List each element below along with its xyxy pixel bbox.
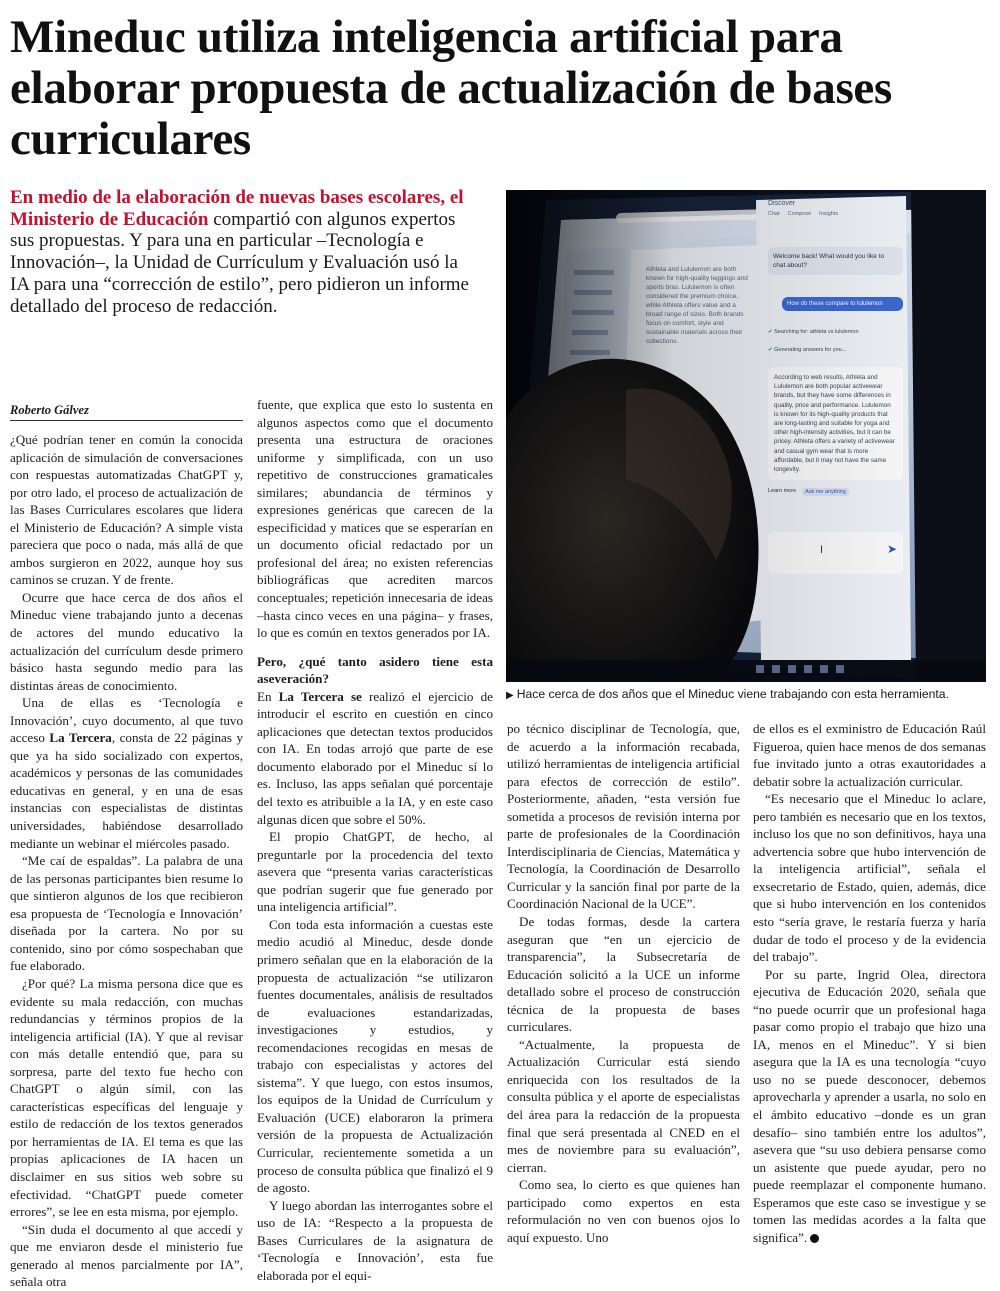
paragraph: de ellos es el exministro de Educación Raúl Figueroa, quien hace menos de dos semanas fue invitado junto a otras exautoridades a debatir sobre la actualización curricular. [753, 721, 986, 789]
paragraph: El propio ChatGPT, de hecho, al preguntarle por la procedencia del texto asevera que “presenta varias características que podrían sugerir que fue generado por una inteligencia artificial”. [257, 829, 493, 915]
paragraph: Con toda esta información a cuestas este medio acudió al Mineduc, desde donde primero señalan que en la elaboración de la propuesta de actualización “se utilizaron fuentes documentales, análisis de resultados de evaluaciones estandarizadas, investigaciones y estudios, y recomendaciones recogidas en mesas de trabajo con especialistas y actores del sistema”. Y que luego, con estos insumos, los equipos de la Unidad de Currículum y Evaluación (UCE) elaboraron la primera versión de la propuesta de Actualización Curricular, recientemente sometida a un proceso de consulta pública que finalizó el 9 de agosto. [257, 916, 493, 1196]
paragraph: Y luego abordan las interrogantes sobre el uso de IA: “Respecto a la propuesta de Bases Curriculares de la asignatura de ‘Tecnología e Innovación’, esta fue elaborada por el equi- [257, 1197, 493, 1283]
paragraph: ¿Por qué? La misma persona dice que es evidente su mala redacción, con muchas redundancias y términos propios de la inteligencia artificial (IA). Y que al revisar con más detalle entendió que, para su sorpresa, parte del texto fue hecho con ChatGPT o algún símil, con las características específicas del lenguaje y estilo de redacción de los textos generados por herramientas de IA. El tema es que las propias aplicaciones de IA hacen un disclaimer en sus sitios web sobre su efectividad. “ChatGPT puede cometer errores”, se lee en esta misma, por ejemplo. [10, 975, 243, 1220]
paragraph-text: Por su parte, Ingrid Olea, directora ejecutiva de Educación 2020, señala que “no puede ocurrir que un profesional haga pasar como propio el trabajo que hizo una IA, menos en el Mineduc”. Y si bien asegura que la IA es una tecnología “cuyo uso no se puede desconocer, debemos aprovecharla y aprender a usarla, no solo en el ámbito educativo –donde es un gran desafío– sino también entre los adultos”, asevera que “su uso debiera pensarse como un asistente que puede ayudar, pero no puede reemplazar el componente humano. Esperamos que este caso se investigue y se tomen las medidas acordes a la falta que significa”. [753, 966, 986, 1245]
subheading: Pero, ¿qué tanto asidero tiene esta aseveración? [257, 653, 493, 687]
column-4 [753, 720, 986, 1246]
source-name: La Tercera [49, 730, 112, 746]
paragraph: De todas formas, desde la cartera aseguran que “en un ejercicio de transparencia”, la Subsecretaría de Educación solicitó a la UCE un informe detallado sobre el proceso de construcción técnica de la propuesta de bases curriculares. [507, 914, 740, 1035]
paragraph: “Es necesario que el Mineduc lo aclare, pero también es necesario que en los textos, incluso los que no son definitivos, haya una advertencia sobre que hubo intervención de la inteligencia artificial”, señala el exsecretario de Estado, quien, además, dice que si hubo intervención en los contenidos esto “sería grave, le restaría fuerza y haría dudar de todo el proceso y de la evidencia del trabajo”. [753, 791, 986, 965]
paragraph-text: Una de ellas es ‘Tecnología e Innovación’, cuyo documento, al que tuvo acceso [10, 695, 243, 746]
paragraph: “Me caí de espaldas”. La palabra de una de las personas participantes bien resume lo que sintieron algunos de los que recibieron esa propuesta de ‘Tecnología e Innovación’ diseñada por la cartera. No por su contenido, sino por cómo sospechaban que fue elaborado. [10, 853, 243, 974]
photo-illustration [506, 190, 986, 682]
column-1 [10, 431, 243, 1291]
paragraph [257, 688, 493, 828]
caption-text: Hace cerca de dos años que el Mineduc viene trabajando con esta herramienta. [516, 687, 949, 701]
paragraph: po técnico disciplinar de Tecnología, que, de acuerdo a la información recabada, utilizó herramientas de inteligencia artificial para efectos de corrección de estilo”. Posteriormente, añaden, “esta versión fue sometida a procesos de revisión interna por parte de profesionales de la Coordinación Interdisciplinaria de Ciencias, Matemática y Tecnología, la Coordinación de Desarrollo Curricular y la sanción final por parte de la Coordinación Nacional de la UCE”. [507, 721, 740, 912]
paragraph-text: , consta de 22 páginas y que ya ha sido socializado con expertos, académicos y personas de las comunidades educativas en general, y en una de esas instancias con especialistas de distintas universidades, habiéndose desarrollado mediante un webinar el miércoles pasado. [10, 730, 243, 851]
source-name: La Tercera se [278, 688, 362, 704]
photo-caption [506, 687, 986, 701]
paragraph: “Sin duda el documento al que accedí y que me enviaron desde el ministerio fue generado al menos parcialmente por IA”, señala otra [10, 1221, 243, 1290]
column-3 [507, 720, 740, 1246]
byline: Roberto Gálvez [10, 402, 243, 421]
paragraph-text: realizó el ejercicio de introducir el escrito en cuestión en cinco aplicaciones que detectan textos producidos con IA. En todas arrojó que parte de ese documento elaborado por el Mineduc sí lo es. Incluso, las apps señalan qué porcentaje del texto es atribuible a la IA, y en este caso algunas dicen que sobre el 50%. [257, 688, 493, 827]
lede-highlight: En medio de la elaboración de nuevas bases escolares, el Ministerio de Educación [10, 187, 464, 230]
caption-triangle-icon: ▶ [506, 690, 514, 701]
paragraph: ¿Qué podrían tener en común la conocida aplicación de simulación de conversaciones con respuestas automatizadas ChatGPT y, por otro lado, el proceso de actualización de las Bases Curriculares escolares que lidera el Ministerio de Educación? A simple vista pareciera que poco o nada, más allá de que ambos surgieron en 2022, aunque hoy sus caminos se cruzan. Y de frente. [10, 432, 243, 588]
paragraph-text: En [257, 688, 279, 704]
paragraph: “Actualmente, la propuesta de Actualización Curricular está siendo enriquecida con los resultados de la consulta pública y el aporte de especialistas del área para la redacción de la propuesta final que será presentada al CNED en el mes de noviembre para su evaluación”, cierran. [507, 1036, 740, 1175]
paragraph [10, 694, 243, 852]
lede-text: compartió con algunos expertos sus propuestas. Y para una en particular –Tecnología e Innovación–, la Unidad de Currículum y Evaluación usó la IA para una “corrección de estilo”, pero pidieron un informe detallado del proceso de redacción. [10, 208, 469, 317]
column-2 [257, 396, 493, 1284]
article-photo [506, 190, 986, 682]
paragraph: fuente, que explica que esto lo sustenta en algunos aspectos como que el documento presenta una estructura de oraciones uniforme y simplificada, con un uso repetitivo de construcciones gramaticales similares; abundancia de términos y expresiones genéricas que carecen de la especificidad y matices que se esperarían en un documento oficial redactado por un profesional del área; no existen referencias bibliográficas que acrediten marcos conceptuales; repetición innecesaria de ideas –hasta cinco veces en una página– y frases, lo que es común en textos generados por IA. [257, 397, 493, 641]
article-headline: Mineduc utiliza inteligencia artificial para elaborar propuesta de actualización de bases curriculares [10, 11, 892, 165]
paragraph: Como sea, lo cierto es que quienes han participado como expertos en esta reformulación no ven con buenos ojos lo aquí expuesto. Uno [507, 1177, 740, 1245]
paragraph [753, 966, 986, 1247]
end-of-article-mark [810, 1234, 819, 1243]
paragraph: Ocurre que hace cerca de dos años el Mineduc viene trabajando junto a decenas de actores del mundo educativo la actualización del currículum desde primero básico hasta segundo medio para las distintas áreas de conocimiento. [10, 589, 243, 693]
article-lede [10, 187, 480, 317]
